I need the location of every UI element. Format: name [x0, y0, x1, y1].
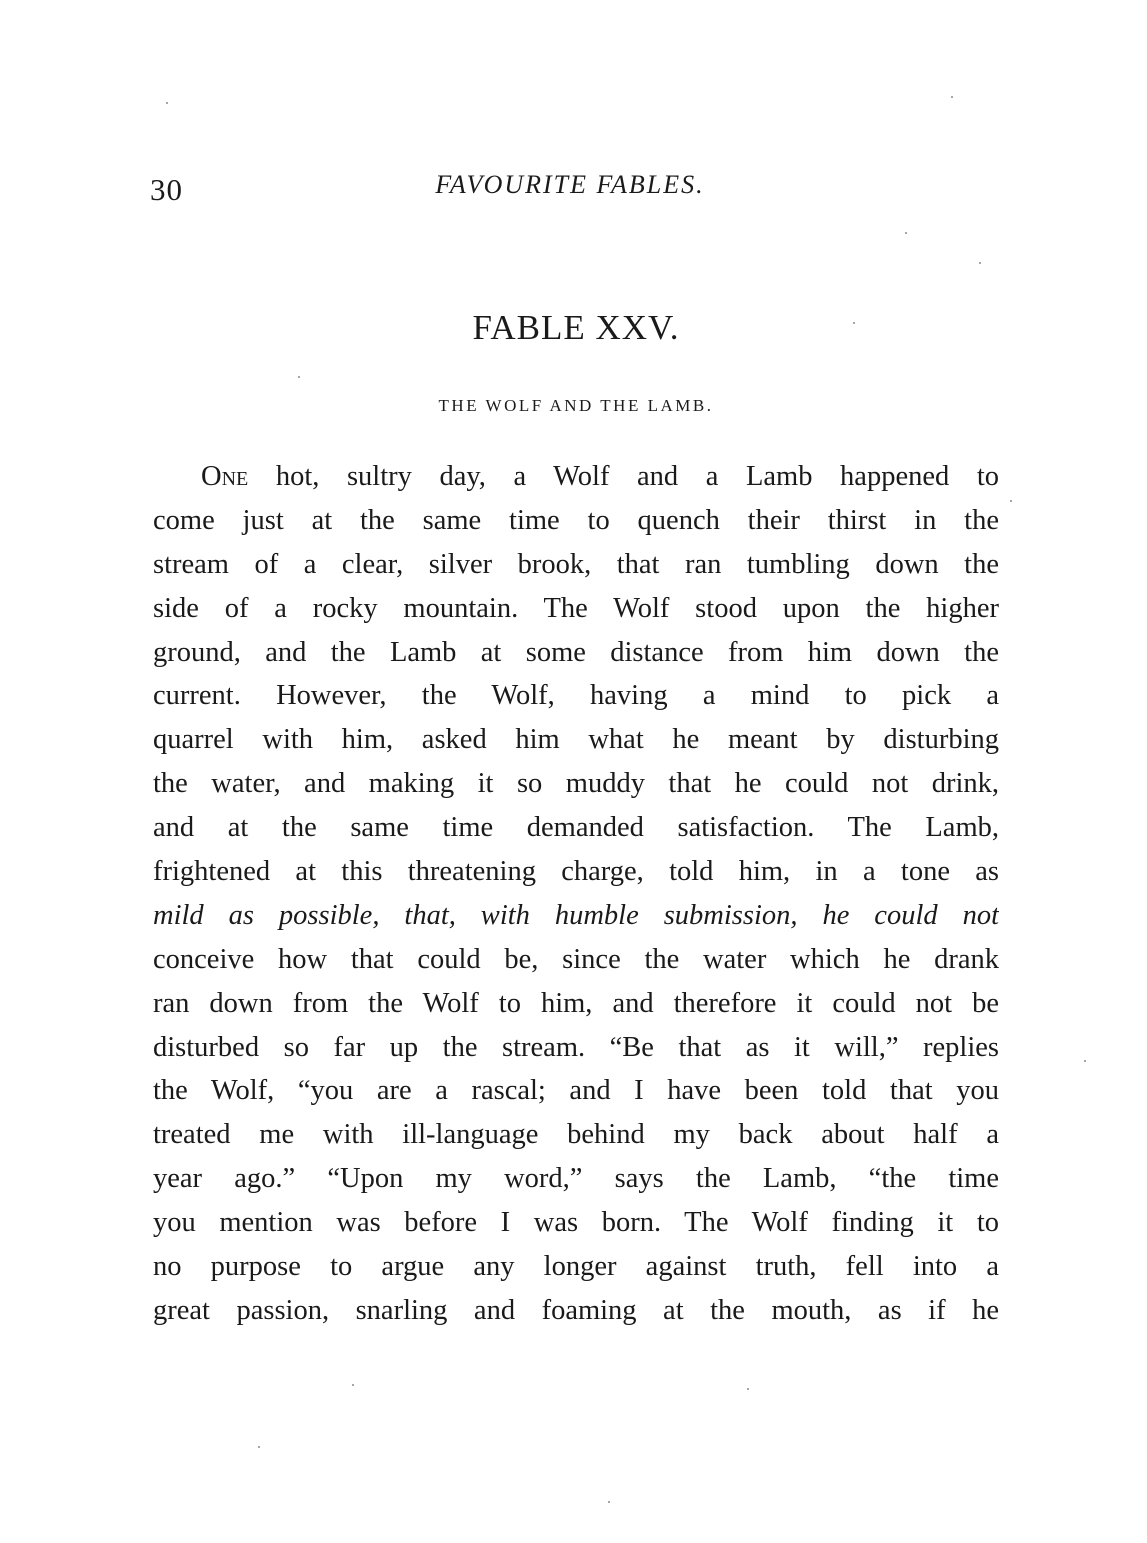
- paper-speck: [747, 1388, 749, 1390]
- body-line: disturbed so far up the stream. “Be that as it will,” replies: [153, 1031, 999, 1063]
- body-line: great passion, snarling and foaming at the mouth, as if he: [153, 1294, 999, 1326]
- body-line: the Wolf, “you are a rascal; and I have been told that you: [153, 1075, 999, 1107]
- body-line: quarrel with him, asked him what he meant by disturbing: [153, 724, 999, 756]
- paper-speck: [1084, 1060, 1086, 1062]
- body-line: treated me with ill-language behind my back about half a: [153, 1119, 999, 1151]
- paper-speck: [166, 102, 168, 104]
- body-line: side of a rocky mountain. The Wolf stood upon the higher: [153, 592, 999, 624]
- body-line: and at the same time demanded satisfaction. The Lamb,: [153, 812, 999, 844]
- body-line: you mention was before I was born. The Wolf finding it to: [153, 1207, 999, 1239]
- paper-speck: [258, 1446, 260, 1448]
- running-head: FAVOURITE FABLES.: [435, 170, 705, 199]
- paper-speck: [298, 376, 300, 378]
- body-line: year ago.” “Upon my word,” says the Lamb, “the time: [153, 1163, 999, 1195]
- body-line: mild as possible, that, with humble submission, he could not: [153, 899, 999, 931]
- body-line: the water, and making it so muddy that he could not drink,: [153, 768, 999, 800]
- body-line: conceive how that could be, since the water which he drank: [153, 943, 999, 975]
- paper-speck: [1010, 500, 1012, 502]
- body-line: ground, and the Lamb at some distance from him down the: [153, 636, 999, 668]
- body-line: stream of a clear, silver brook, that ran tumbling down the: [153, 548, 999, 580]
- paper-speck: [979, 262, 981, 264]
- page-number: 30: [150, 172, 183, 207]
- fable-body: [153, 455, 999, 1333]
- opening-word: One: [201, 461, 249, 492]
- body-line: come just at the same time to quench their thirst in the: [153, 504, 999, 536]
- fable-subtitle: THE WOLF AND THE LAMB.: [438, 396, 714, 415]
- paper-speck: [905, 232, 907, 234]
- paper-speck: [608, 1501, 610, 1503]
- body-line: no purpose to argue any longer against truth, fell into a: [153, 1251, 999, 1283]
- paper-speck: [853, 322, 855, 324]
- body-line: ran down from the Wolf to him, and therefore it could not be: [153, 987, 999, 1019]
- body-line: current. However, the Wolf, having a mind to pick a: [153, 680, 999, 712]
- body-line: frightened at this threatening charge, told him, in a tone as: [153, 856, 999, 888]
- fable-title: FABLE XXV.: [472, 308, 680, 347]
- paper-speck: [951, 96, 953, 98]
- paper-speck: [352, 1384, 354, 1386]
- body-line: One hot, sultry day, a Wolf and a Lamb happened to: [201, 461, 999, 492]
